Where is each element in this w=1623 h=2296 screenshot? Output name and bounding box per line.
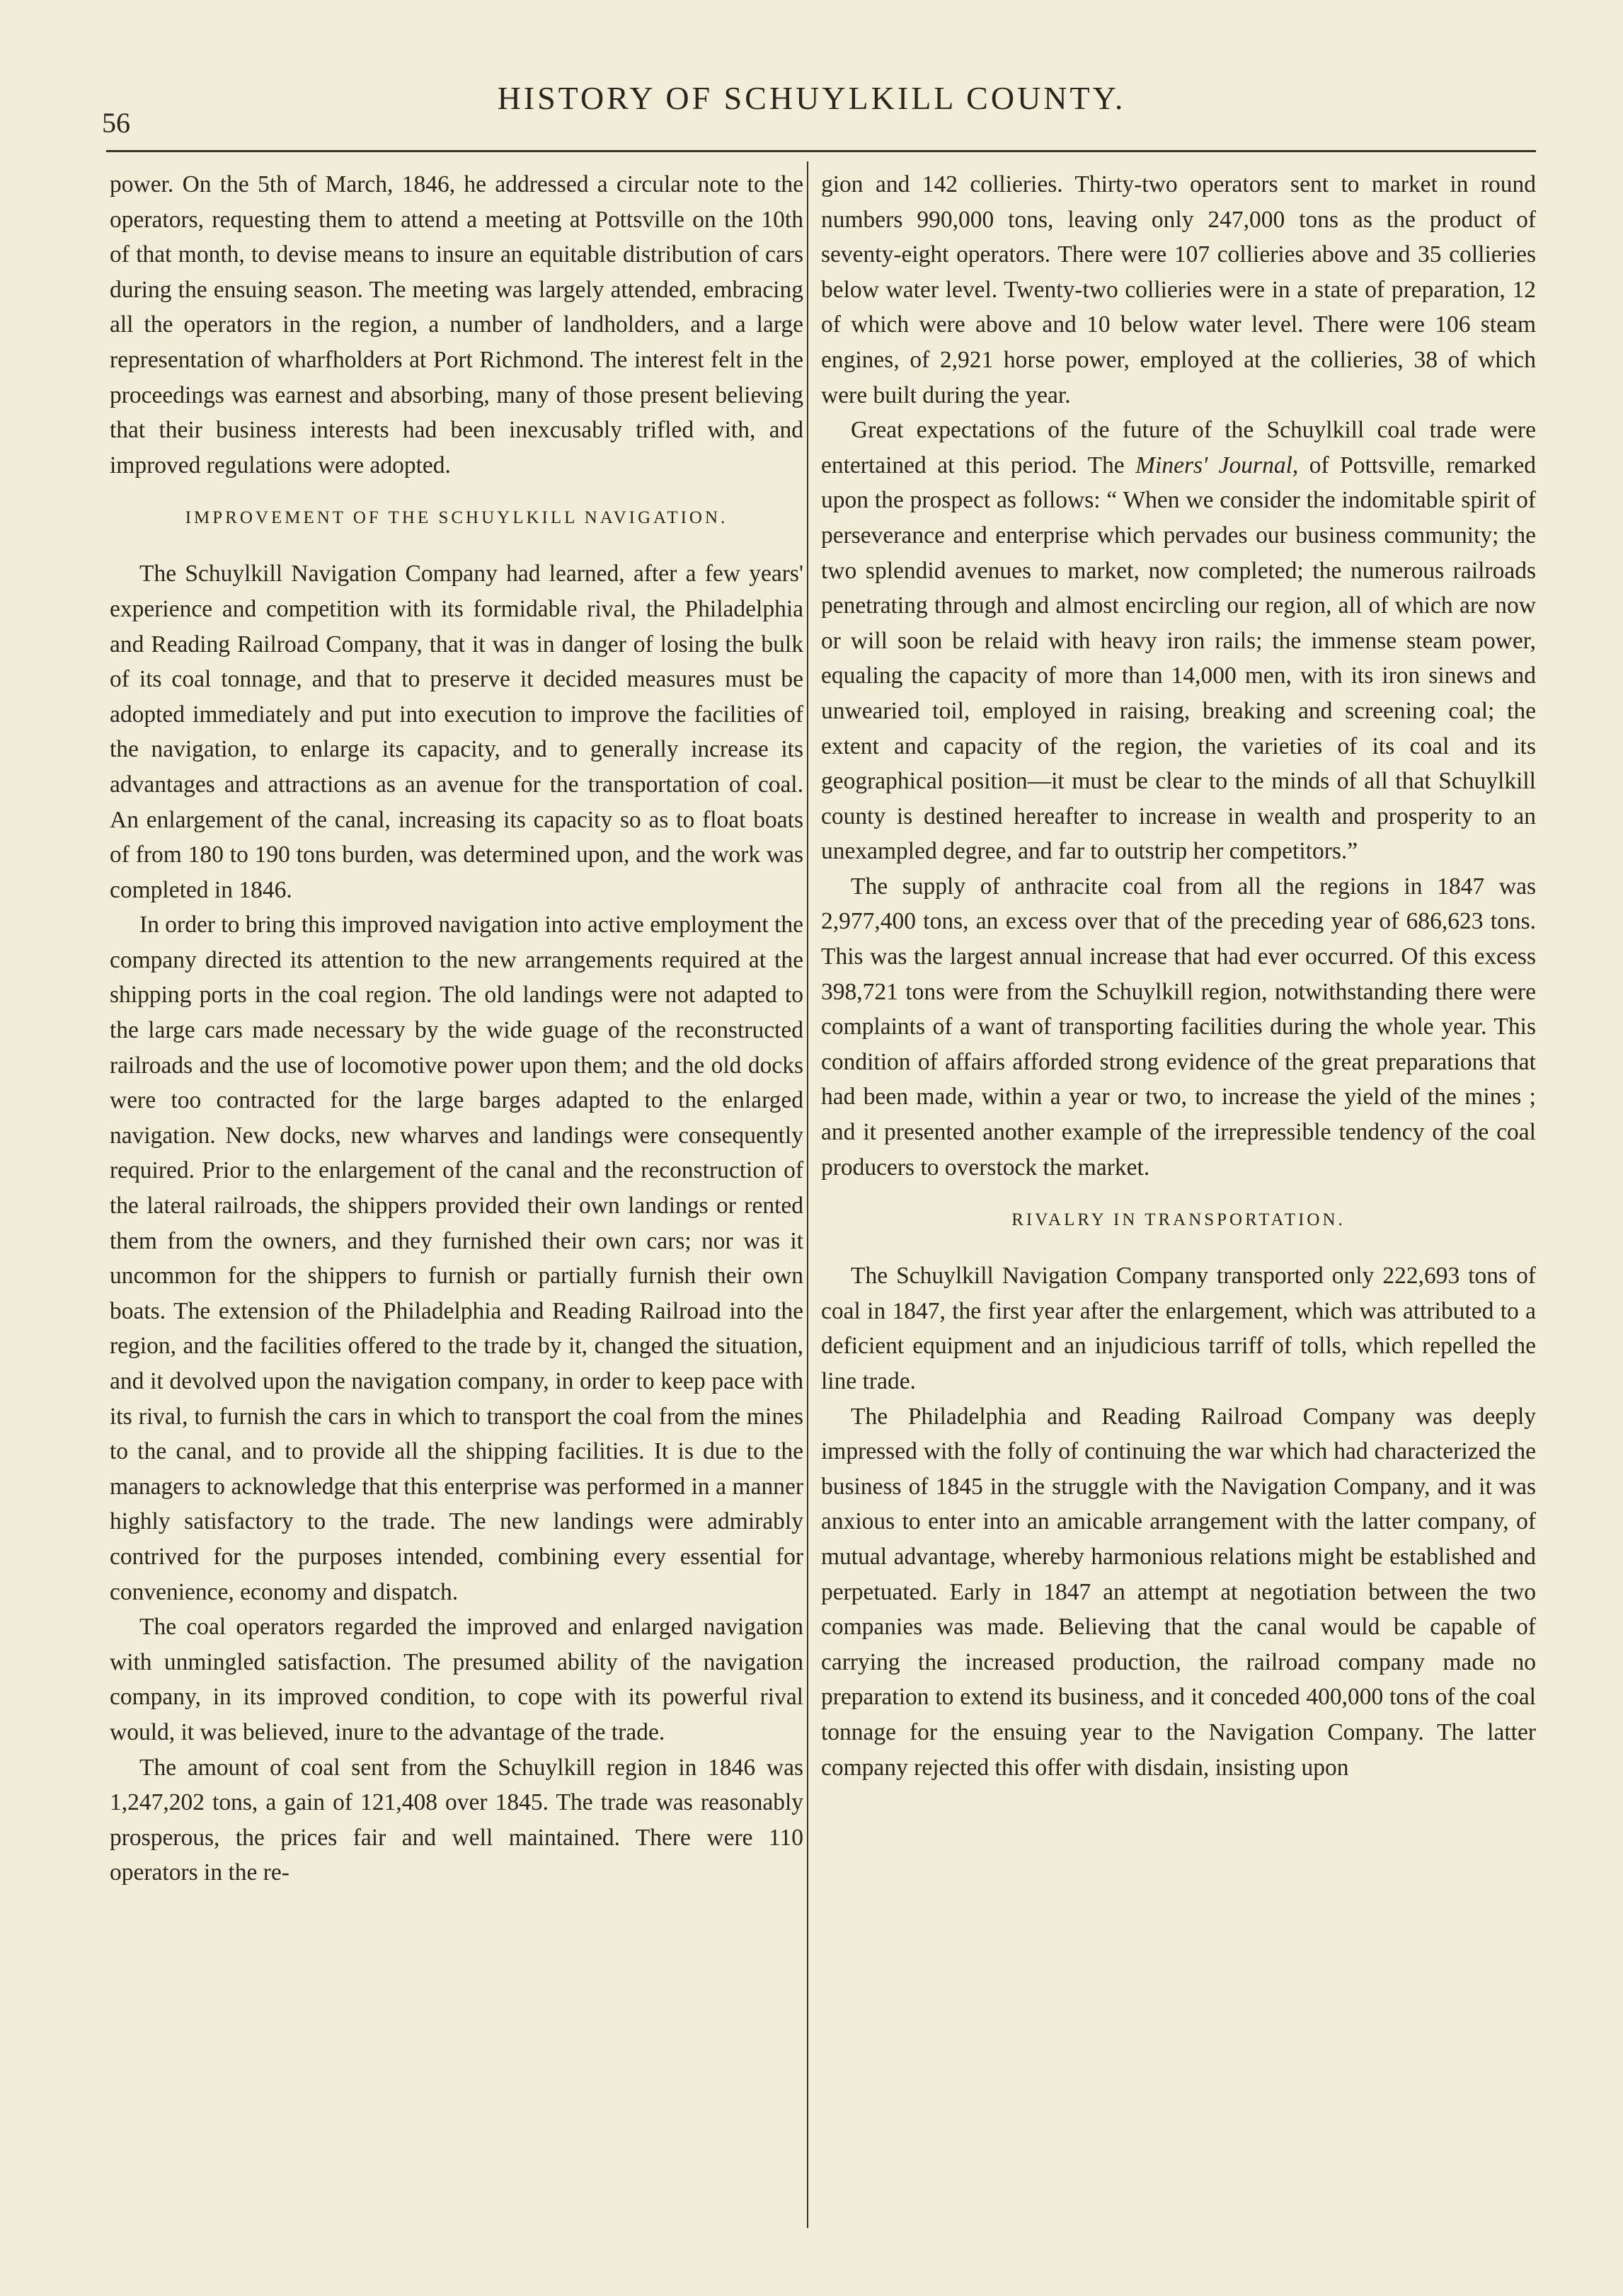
header-rule	[106, 150, 1536, 152]
right-column	[821, 167, 1536, 1785]
running-title: HISTORY OF SCHUYLKILL COUNTY.	[497, 80, 1126, 116]
paragraph	[821, 413, 1536, 869]
paragraph: In order to bring this improved navigation into active employment the company directed its attention to the new arrangements required at the shipping ports in the coal region. The old landings were not adapted to the large cars made necessary by the wide guage of the reconstructed railroads and the use of locomotive power upon them; and the old docks were too contracted for the large barges adapted to the enlarged navigation. New docks, new wharves and landings were consequently required. Prior to the enlargement of the canal and the reconstruction of the lateral railroads, the shippers provided their own landings or rented them from the owners, and they furnished their own cars; nor was it uncommon for the shippers to furnish or partially furnish their own boats. The extension of the Philadelphia and Reading Railroad into the region, and the facilities offered to the trade by it, changed the situation, and it devolved upon the navigation company, in order to keep pace with its rival, to furnish the cars in which to transport the coal from the mines to the canal, and to provide all the shipping facilities. It is due to the managers to acknowledge that this enterprise was performed in a manner highly satisfactory to the trade. The new landings were admirably contrived for the purposes intended, combining every essential for convenience, economy and dispatch.	[110, 912, 803, 1605]
paragraph: The Schuylkill Navigation Company transported only 222,693 tons of coal in 1847, the first year after the enlargement, which was attributed to a deficient equipment and an injudicious tarriff of tolls, which repelled the line trade.	[821, 1263, 1536, 1394]
journal-title: Miners' Journal,	[1135, 452, 1299, 478]
paragraph: gion and 142 collieries. Thirty-two operators sent to market in round numbers 990,000 tons, leaving only 247,000 tons as the product of seventy-eight operators. There were 107 collieries above and 35 collieries below water level. Twenty-two collieries were in a state of preparation, 12 of which were above and 10 below water level. There were 106 steam engines, of 2,921 horse power, employed at the collieries, 38 of which were built during the year.	[821, 171, 1536, 408]
text-run: Great expectations of the future of the Schuylkill coal trade were entertained at this period. The	[821, 417, 1536, 478]
column-divider	[807, 161, 808, 2228]
paragraph: The Schuylkill Navigation Company had learned, after a few years' experience and competition with its formidable rival, the Philadelphia and Reading Railroad Company, that it was in danger of losing the bulk of its coal tonnage, and that to preserve it decided measures must be adopted immediately and put into execution to improve the facilities of the navigation, to enlarge its capacity, and to generally increase its advantages and attractions as an avenue for the transportation of coal. An enlargement of the canal, increasing its capacity so as to float boats of from 180 to 190 tons burden, was determined upon, and the work was completed in 1846.	[110, 561, 803, 903]
left-column	[110, 167, 803, 1890]
paragraph: The coal operators regarded the improved and enlarged navigation with unmingled satisfaction. The presumed ability of the navigation company, in its improved condition, to cope with its powerful rival would, it was believed, inure to the advantage of the trade.	[110, 1614, 803, 1745]
section-heading: RIVALRY IN TRANSPORTATION.	[1011, 1210, 1346, 1230]
paragraph: power. On the 5th of March, 1846, he addressed a circular note to the operators, requesting them to attend a meeting at Pottsville on the 10th of that month, to devise means to insure an equitable distribution of cars during the ensuing season. The meeting was largely attended, embracing all the operators in the region, a number of landholders, and a large representation of wharfholders at Port Richmond. The interest felt in the proceedings was earnest and absorbing, many of those present believing that their business interests had been inexcusably trifled with, and improved regulations were adopted.	[110, 171, 803, 478]
section-heading: IMPROVEMENT OF THE SCHUYLKILL NAVIGATION.	[185, 508, 728, 528]
text-run: of Pottsville, remarked upon the prospect as follows: “ When we consider the indomitable spirit of perseverance and enterprise which pervades our business community; the two splendid avenues to market, now completed; the numerous railroads penetrating through and almost encircling our region, all of which are now or will soon be relaid with heavy iron rails; the immense steam power, equaling the capacity of more than 14,000 men, with its iron sinews and unwearied toil, employed in raising, breaking and screening coal; the extent and capacity of the region, the varieties of its coal and its geographical position—it must be clear to the minds of all that Schuylkill county is destined hereafter to increase in wealth and prosperity to an unexampled degree, and far to outstrip her competitors.”	[821, 452, 1536, 865]
paragraph: The Philadelphia and Reading Railroad Company was deeply impressed with the folly of continuing the war which had characterized the business of 1845 in the struggle with the Navigation Company, and it was anxious to enter into an amicable arrangement with the latter company, of mutual advantage, whereby harmonious relations might be established and perpetuated. Early in 1847 an attempt at negotiation between the two companies was made. Believing that the canal would be capable of carrying the increased production, the railroad company made no preparation to extend its business, and it conceded 400,000 tons of the coal tonnage for the ensuing year to the Navigation Company. The latter company rejected this offer with disdain, insisting upon	[821, 1403, 1536, 1781]
page-number: 56	[102, 107, 130, 139]
paragraph: The amount of coal sent from the Schuylkill region in 1846 was 1,247,202 tons, a gain of 121,408 over 1845. The trade was reasonably prosperous, the prices fair and well maintained. There were 110 operators in the re-	[110, 1754, 803, 1886]
paragraph: The supply of anthracite coal from all the regions in 1847 was 2,977,400 tons, an excess over that of the preceding year of 686,623 tons. This was the largest annual increase that had ever occurred. Of this excess 398,721 tons were from the Schuylkill region, notwithstanding there were complaints of a want of transporting facilities during the whole year. This condition of affairs afforded strong evidence of the great preparations that had been made, within a year or two, to increase the yield of the mines ; and it presented another example of the irrepressible tendency of the coal producers to overstock the market.	[821, 873, 1536, 1181]
